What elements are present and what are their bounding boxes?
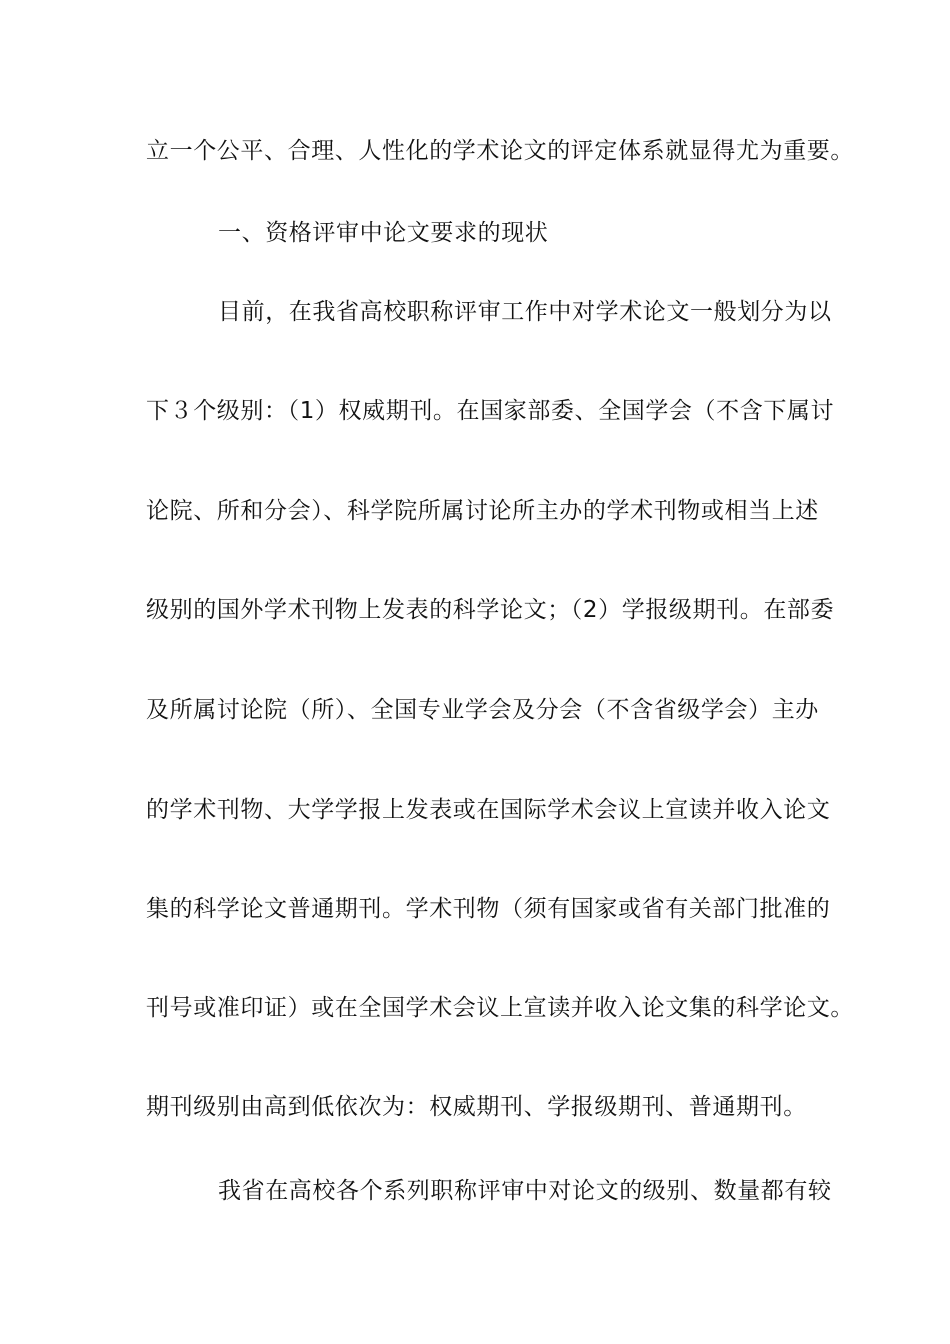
paragraph-line-8: 的学术刊物、大学学报上发表或在国际学术会议上宣读并收入论文 xyxy=(146,797,831,823)
paragraph-line-3: 目前，在我省高校职称评审工作中对学术论文一般划分为以 xyxy=(218,299,832,325)
paragraph-line-10: 刊号或准印证）或在全国学术会议上宣读并收入论文集的科学论文。 xyxy=(146,995,854,1021)
paragraph-line-7: 及所属讨论院（所）、全国专业学会及分会（不含省级学会）主办 xyxy=(146,697,819,723)
paragraph-line-6: 级别的国外学术刊物上发表的科学论文；（2）学报级期刊。在部委 xyxy=(146,597,835,623)
paragraph-line-9: 集的科学论文普通期刊。学术刊物（须有国家或省有关部门批准的 xyxy=(146,896,831,922)
paragraph-line-12: 我省在高校各个系列职称评审中对论文的级别、数量都有较 xyxy=(218,1178,832,1204)
paragraph-line-1: 立一个公平、合理、人性化的学术论文的评定体系就显得尤为重要。 xyxy=(146,138,854,164)
paragraph-line-11: 期刊级别由高到低依次为：权威期刊、学报级期刊、普通期刊。 xyxy=(146,1094,807,1120)
paragraph-line-4: 下３个级别：（1）权威期刊。在国家部委、全国学会（不含下属讨 xyxy=(146,398,835,424)
section-heading: 一、资格评审中论文要求的现状 xyxy=(218,220,549,246)
paragraph-line-5: 论院、所和分会）、科学院所属讨论所主办的学术刊物或相当上述 xyxy=(146,498,819,524)
